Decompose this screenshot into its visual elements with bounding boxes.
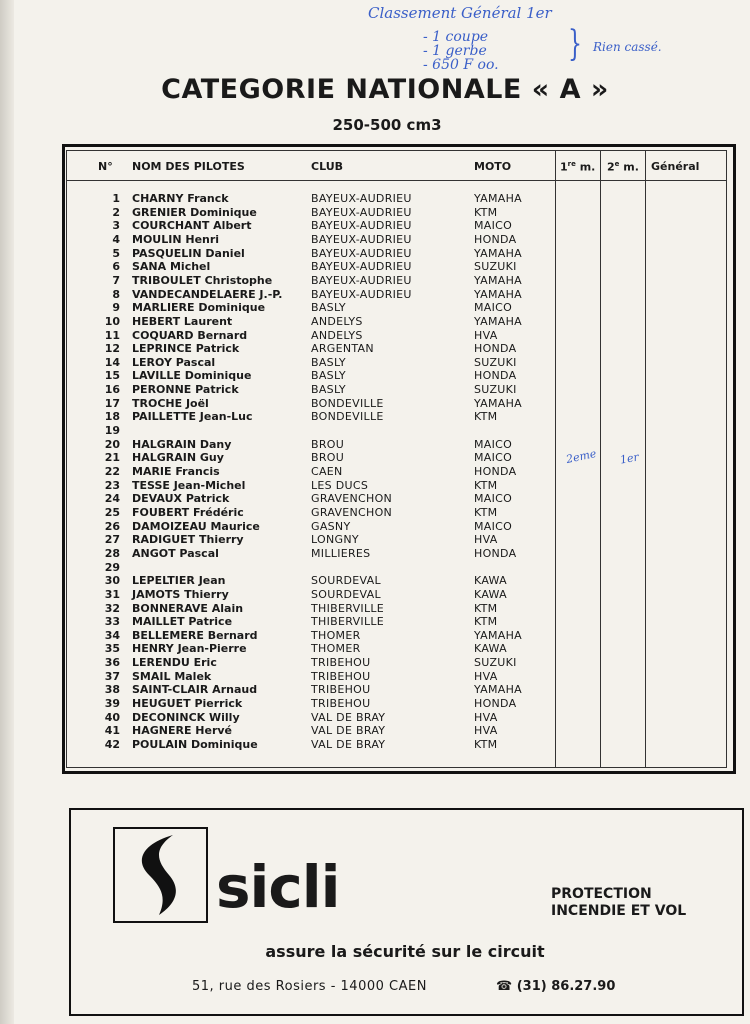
club-name: BAYEUX-AUDRIEU [311, 260, 412, 274]
table-row [0, 574, 750, 588]
table-row [0, 356, 750, 370]
pilot-name: LEPRINCE Patrick [132, 342, 240, 356]
handwritten-brace: } [568, 24, 582, 65]
moto-brand: KTM [474, 205, 498, 219]
moto-brand: MAICO [474, 219, 513, 233]
club-name: BAYEUX-AUDRIEU [311, 205, 412, 219]
club-name: ARGENTAN [311, 342, 374, 356]
table-row [0, 465, 750, 479]
moto-brand: MAICO [474, 301, 513, 315]
rider-number: 40 [104, 710, 120, 724]
pilot-name: LAVILLE Dominique [132, 369, 252, 383]
handwritten-prize-gerbe: - 1 gerbe [423, 43, 487, 59]
club-name: CAEN [311, 465, 343, 478]
header-general: Général [651, 160, 700, 173]
rider-number: 27 [104, 533, 120, 547]
table-row [0, 656, 750, 670]
table-row [0, 383, 750, 397]
club-name: BAYEUX-AUDRIEU [311, 232, 412, 246]
moto-brand: MAICO [474, 437, 513, 451]
moto-brand: YAMAHA [474, 246, 523, 260]
handwritten-prizes [423, 30, 499, 72]
rider-number: 31 [104, 587, 120, 601]
club-name: THIBERVILLE [311, 615, 385, 629]
rider-number: 3 [112, 219, 120, 233]
ad-phone-number: (31) 86.27.90 [516, 979, 616, 994]
phone-icon: ☎ [496, 979, 513, 994]
pilot-name: DECONINCK Willy [132, 710, 240, 724]
header-manche-2-number: 2 [607, 160, 615, 174]
club-name: SOURDEVAL [311, 587, 381, 601]
pilot-name: TROCHE Joël [132, 396, 209, 410]
table-row [0, 301, 750, 315]
page-subtitle: 250-500 cm3 [332, 116, 442, 134]
moto-brand: KAWA [474, 642, 507, 656]
table-row [0, 479, 750, 493]
pilot-name: HALGRAIN Dany [132, 437, 232, 451]
club-name: BONDEVILLE [311, 396, 384, 410]
moto-brand: KAWA [474, 587, 507, 601]
moto-brand: HONDA [474, 342, 517, 356]
pilot-name: HEBERT Laurent [132, 314, 233, 328]
rider-number: 22 [104, 465, 120, 478]
club-name: GASNY [311, 519, 351, 533]
rider-number: 32 [104, 601, 120, 615]
moto-brand: YAMAHA [474, 287, 523, 301]
moto-brand: MAICO [474, 492, 513, 506]
rider-number: 24 [104, 492, 120, 506]
pilot-name: TRIBOULET Christophe [132, 273, 273, 287]
pilot-name: HEUGUET Pierrick [132, 697, 243, 711]
table-row [0, 288, 750, 302]
pilot-name: BELLEMERE Bernard [132, 628, 258, 642]
rider-number: 5 [112, 246, 120, 260]
rider-number: 12 [104, 342, 120, 356]
moto-brand: MAICO [474, 451, 513, 465]
header-manche-2 [607, 160, 639, 174]
pilot-name: HALGRAIN Guy [132, 451, 224, 465]
table-row [0, 588, 750, 602]
rider-number: 10 [104, 314, 120, 328]
pilot-name: MARLIERE Dominique [132, 301, 266, 315]
table-row [0, 315, 750, 329]
handwritten-prize-coupe: - 1 coupe [423, 29, 489, 45]
header-divider [66, 180, 727, 181]
table-row [0, 192, 750, 206]
rider-number: 26 [104, 519, 120, 533]
handwritten-mark-1er: 1er [619, 450, 640, 467]
moto-brand: YAMAHA [474, 314, 523, 328]
club-name: BASLY [311, 383, 346, 397]
pilot-name: COQUARD Bernard [132, 328, 248, 342]
pilot-name: PASQUELIN Daniel [132, 246, 245, 260]
table-row [0, 247, 750, 261]
club-name: THIBERVILLE [311, 601, 385, 615]
pilot-name: LEPELTIER Jean [132, 574, 226, 588]
rider-number: 29 [104, 560, 120, 574]
moto-brand: SUZUKI [474, 355, 517, 369]
moto-brand: HONDA [474, 697, 517, 711]
club-name: BAYEUX-AUDRIEU [311, 246, 412, 260]
moto-brand: KTM [474, 615, 498, 629]
pilot-name: MARIE Francis [132, 465, 220, 478]
pilot-name: HENRY Jean-Pierre [132, 642, 247, 656]
moto-brand: HVA [474, 724, 498, 738]
club-name: ANDELYS [311, 314, 363, 328]
club-name: VAL DE BRAY [311, 710, 386, 724]
rider-number: 35 [104, 642, 120, 656]
header-manche-2-ordinal: e [614, 160, 620, 168]
table-row [0, 561, 750, 575]
rider-number: 25 [104, 505, 120, 519]
pilot-name: JAMOTS Thierry [132, 587, 229, 601]
moto-brand: YAMAHA [474, 192, 523, 205]
table-row [0, 642, 750, 656]
sicli-brand-name: sicli [216, 853, 340, 921]
pilot-name: COURCHANT Albert [132, 219, 252, 233]
club-name: ANDELYS [311, 328, 363, 342]
rider-number: 41 [104, 724, 120, 738]
rider-number: 28 [104, 546, 120, 560]
rider-number: 21 [104, 451, 120, 465]
rider-number: 36 [104, 656, 120, 670]
handwritten-classement: Classement Général 1er [368, 4, 552, 22]
rider-number: 18 [104, 410, 120, 424]
rider-number: 20 [104, 437, 120, 451]
table-row [0, 724, 750, 738]
moto-brand: YAMAHA [474, 683, 523, 697]
table-row [0, 629, 750, 643]
pilot-name: BONNERAVE Alain [132, 601, 244, 615]
moto-brand: SUZUKI [474, 656, 517, 670]
moto-brand: HONDA [474, 546, 517, 560]
club-name: GRAVENCHON [311, 492, 393, 506]
moto-brand: HVA [474, 710, 498, 724]
club-name: VAL DE BRAY [311, 738, 386, 751]
sicli-s-logo-icon [115, 829, 206, 921]
table-row [0, 219, 750, 233]
rider-number: 6 [112, 260, 120, 274]
club-name: MILLIERES [311, 546, 371, 560]
club-name: BASLY [311, 369, 346, 383]
moto-brand: KTM [474, 410, 498, 424]
pilot-name: ANGOT Pascal [132, 546, 219, 560]
rider-number: 7 [112, 273, 120, 287]
moto-brand: YAMAHA [474, 628, 523, 642]
pilot-name: LERENDU Eric [132, 656, 217, 670]
pilot-name: GRENIER Dominique [132, 205, 257, 219]
ad-protection-text: PROTECTION INCENDIE ET VOL [551, 886, 687, 919]
table-row [0, 615, 750, 629]
rider-number: 15 [104, 369, 120, 383]
page-title: CATEGORIE NATIONALE « A » [161, 74, 609, 105]
table-row [0, 329, 750, 343]
moto-brand: KTM [474, 601, 498, 615]
pilot-name: PAILLETTE Jean-Luc [132, 410, 253, 424]
table-row [0, 711, 750, 725]
rider-number: 39 [104, 697, 120, 711]
table-row [0, 520, 750, 534]
pilot-name: MAILLET Patrice [132, 615, 233, 629]
rider-number: 17 [104, 396, 120, 410]
header-manche-1 [560, 160, 595, 174]
club-name: BROU [311, 437, 345, 451]
moto-brand: MAICO [474, 519, 513, 533]
table-row [0, 424, 750, 438]
ad-address: 51, rue des Rosiers - 14000 CAEN [192, 979, 427, 994]
rider-number: 23 [104, 478, 120, 492]
club-name: LES DUCS [311, 478, 369, 492]
rider-number: 14 [104, 355, 120, 369]
table-row [0, 683, 750, 697]
moto-brand: HVA [474, 669, 498, 683]
moto-brand: HONDA [474, 465, 517, 478]
moto-brand: HONDA [474, 369, 517, 383]
pilot-name: VANDECANDELAERE J.-P. [132, 287, 283, 301]
header-num: N° [98, 160, 113, 173]
club-name: TRIBEHOU [311, 656, 371, 670]
table-row [0, 206, 750, 220]
handwritten-prize-money: - 650 F oo. [423, 57, 499, 73]
pilot-name: SAINT-CLAIR Arnaud [132, 683, 258, 697]
pilot-name: HAGNERE Hervé [132, 724, 233, 738]
club-name: SOURDEVAL [311, 574, 381, 588]
header-manche-2-suffix: m. [619, 160, 639, 174]
header-pilot: NOM DES PILOTES [132, 160, 245, 173]
moto-brand: SUZUKI [474, 260, 517, 274]
moto-brand: KTM [474, 478, 498, 492]
club-name: BAYEUX-AUDRIEU [311, 192, 412, 205]
rider-number: 2 [112, 205, 120, 219]
table-row [0, 410, 750, 424]
club-name: BASLY [311, 355, 346, 369]
moto-brand: KTM [474, 738, 498, 751]
table-row [0, 233, 750, 247]
moto-brand: YAMAHA [474, 396, 523, 410]
header-manche-1-suffix: m. [575, 160, 596, 174]
table-row [0, 506, 750, 520]
table-row [0, 260, 750, 274]
header-moto: MOTO [474, 160, 512, 173]
pilot-name: SANA Michel [132, 260, 211, 274]
ad-phone [496, 979, 615, 994]
moto-brand: YAMAHA [474, 273, 523, 287]
club-name: THOMER [311, 628, 361, 642]
header-manche-1-number: 1 [560, 160, 568, 174]
header-manche-1-ordinal: re [567, 160, 576, 168]
rider-number: 19 [104, 424, 120, 438]
club-name: VAL DE BRAY [311, 724, 386, 738]
table-row [0, 547, 750, 561]
table-row [0, 670, 750, 684]
rider-number: 9 [112, 301, 120, 315]
rider-number: 33 [104, 615, 120, 629]
pilot-name: POULAIN Dominique [132, 738, 258, 751]
rider-number: 16 [104, 383, 120, 397]
rider-number: 1 [112, 192, 120, 205]
rider-number: 37 [104, 669, 120, 683]
rider-number: 30 [104, 574, 120, 588]
table-row [0, 397, 750, 411]
club-name: BAYEUX-AUDRIEU [311, 287, 412, 301]
pilot-name: PERONNE Patrick [132, 383, 239, 397]
moto-brand: KAWA [474, 574, 507, 588]
moto-brand: HVA [474, 533, 498, 547]
pilot-name: SMAIL Malek [132, 669, 212, 683]
club-name: TRIBEHOU [311, 669, 371, 683]
rider-number: 11 [104, 328, 120, 342]
club-name: BROU [311, 451, 345, 465]
table-row [0, 342, 750, 356]
pilot-name: DEVAUX Patrick [132, 492, 230, 506]
header-club: CLUB [311, 160, 344, 173]
club-name: BONDEVILLE [311, 410, 384, 424]
table-row [0, 738, 750, 752]
rider-number: 38 [104, 683, 120, 697]
pilot-name: RADIGUET Thierry [132, 533, 244, 547]
rider-number: 42 [104, 738, 120, 751]
club-name: BAYEUX-AUDRIEU [311, 273, 412, 287]
table-row [0, 369, 750, 383]
moto-brand: SUZUKI [474, 383, 517, 397]
table-row [0, 533, 750, 547]
rider-number: 8 [112, 287, 120, 301]
table-row [0, 697, 750, 711]
club-name: TRIBEHOU [311, 697, 371, 711]
rider-number: 4 [112, 232, 120, 246]
ad-tagline: assure la sécurité sur le circuit [265, 942, 545, 961]
moto-brand: HONDA [474, 232, 517, 246]
pilot-name: MOULIN Henri [132, 232, 220, 246]
club-name: TRIBEHOU [311, 683, 371, 697]
pilot-name: FOUBERT Frédéric [132, 505, 244, 519]
rider-number: 34 [104, 628, 120, 642]
handwritten-aside: Rien cassé. [593, 40, 662, 54]
moto-brand: KTM [474, 505, 498, 519]
table-row [0, 492, 750, 506]
club-name: GRAVENCHON [311, 505, 393, 519]
club-name: BASLY [311, 301, 346, 315]
pilot-name: CHARNY Franck [132, 192, 229, 205]
table-row [0, 274, 750, 288]
pilot-name: TESSE Jean-Michel [132, 478, 246, 492]
club-name: THOMER [311, 642, 361, 656]
table-row [0, 602, 750, 616]
pilot-name: LEROY Pascal [132, 355, 216, 369]
moto-brand: HVA [474, 328, 498, 342]
sicli-logo [113, 827, 208, 923]
club-name: BAYEUX-AUDRIEU [311, 219, 412, 233]
club-name: LONGNY [311, 533, 359, 547]
handwritten-mark-2eme: 2eme [564, 446, 598, 467]
pilot-name: DAMOIZEAU Maurice [132, 519, 260, 533]
